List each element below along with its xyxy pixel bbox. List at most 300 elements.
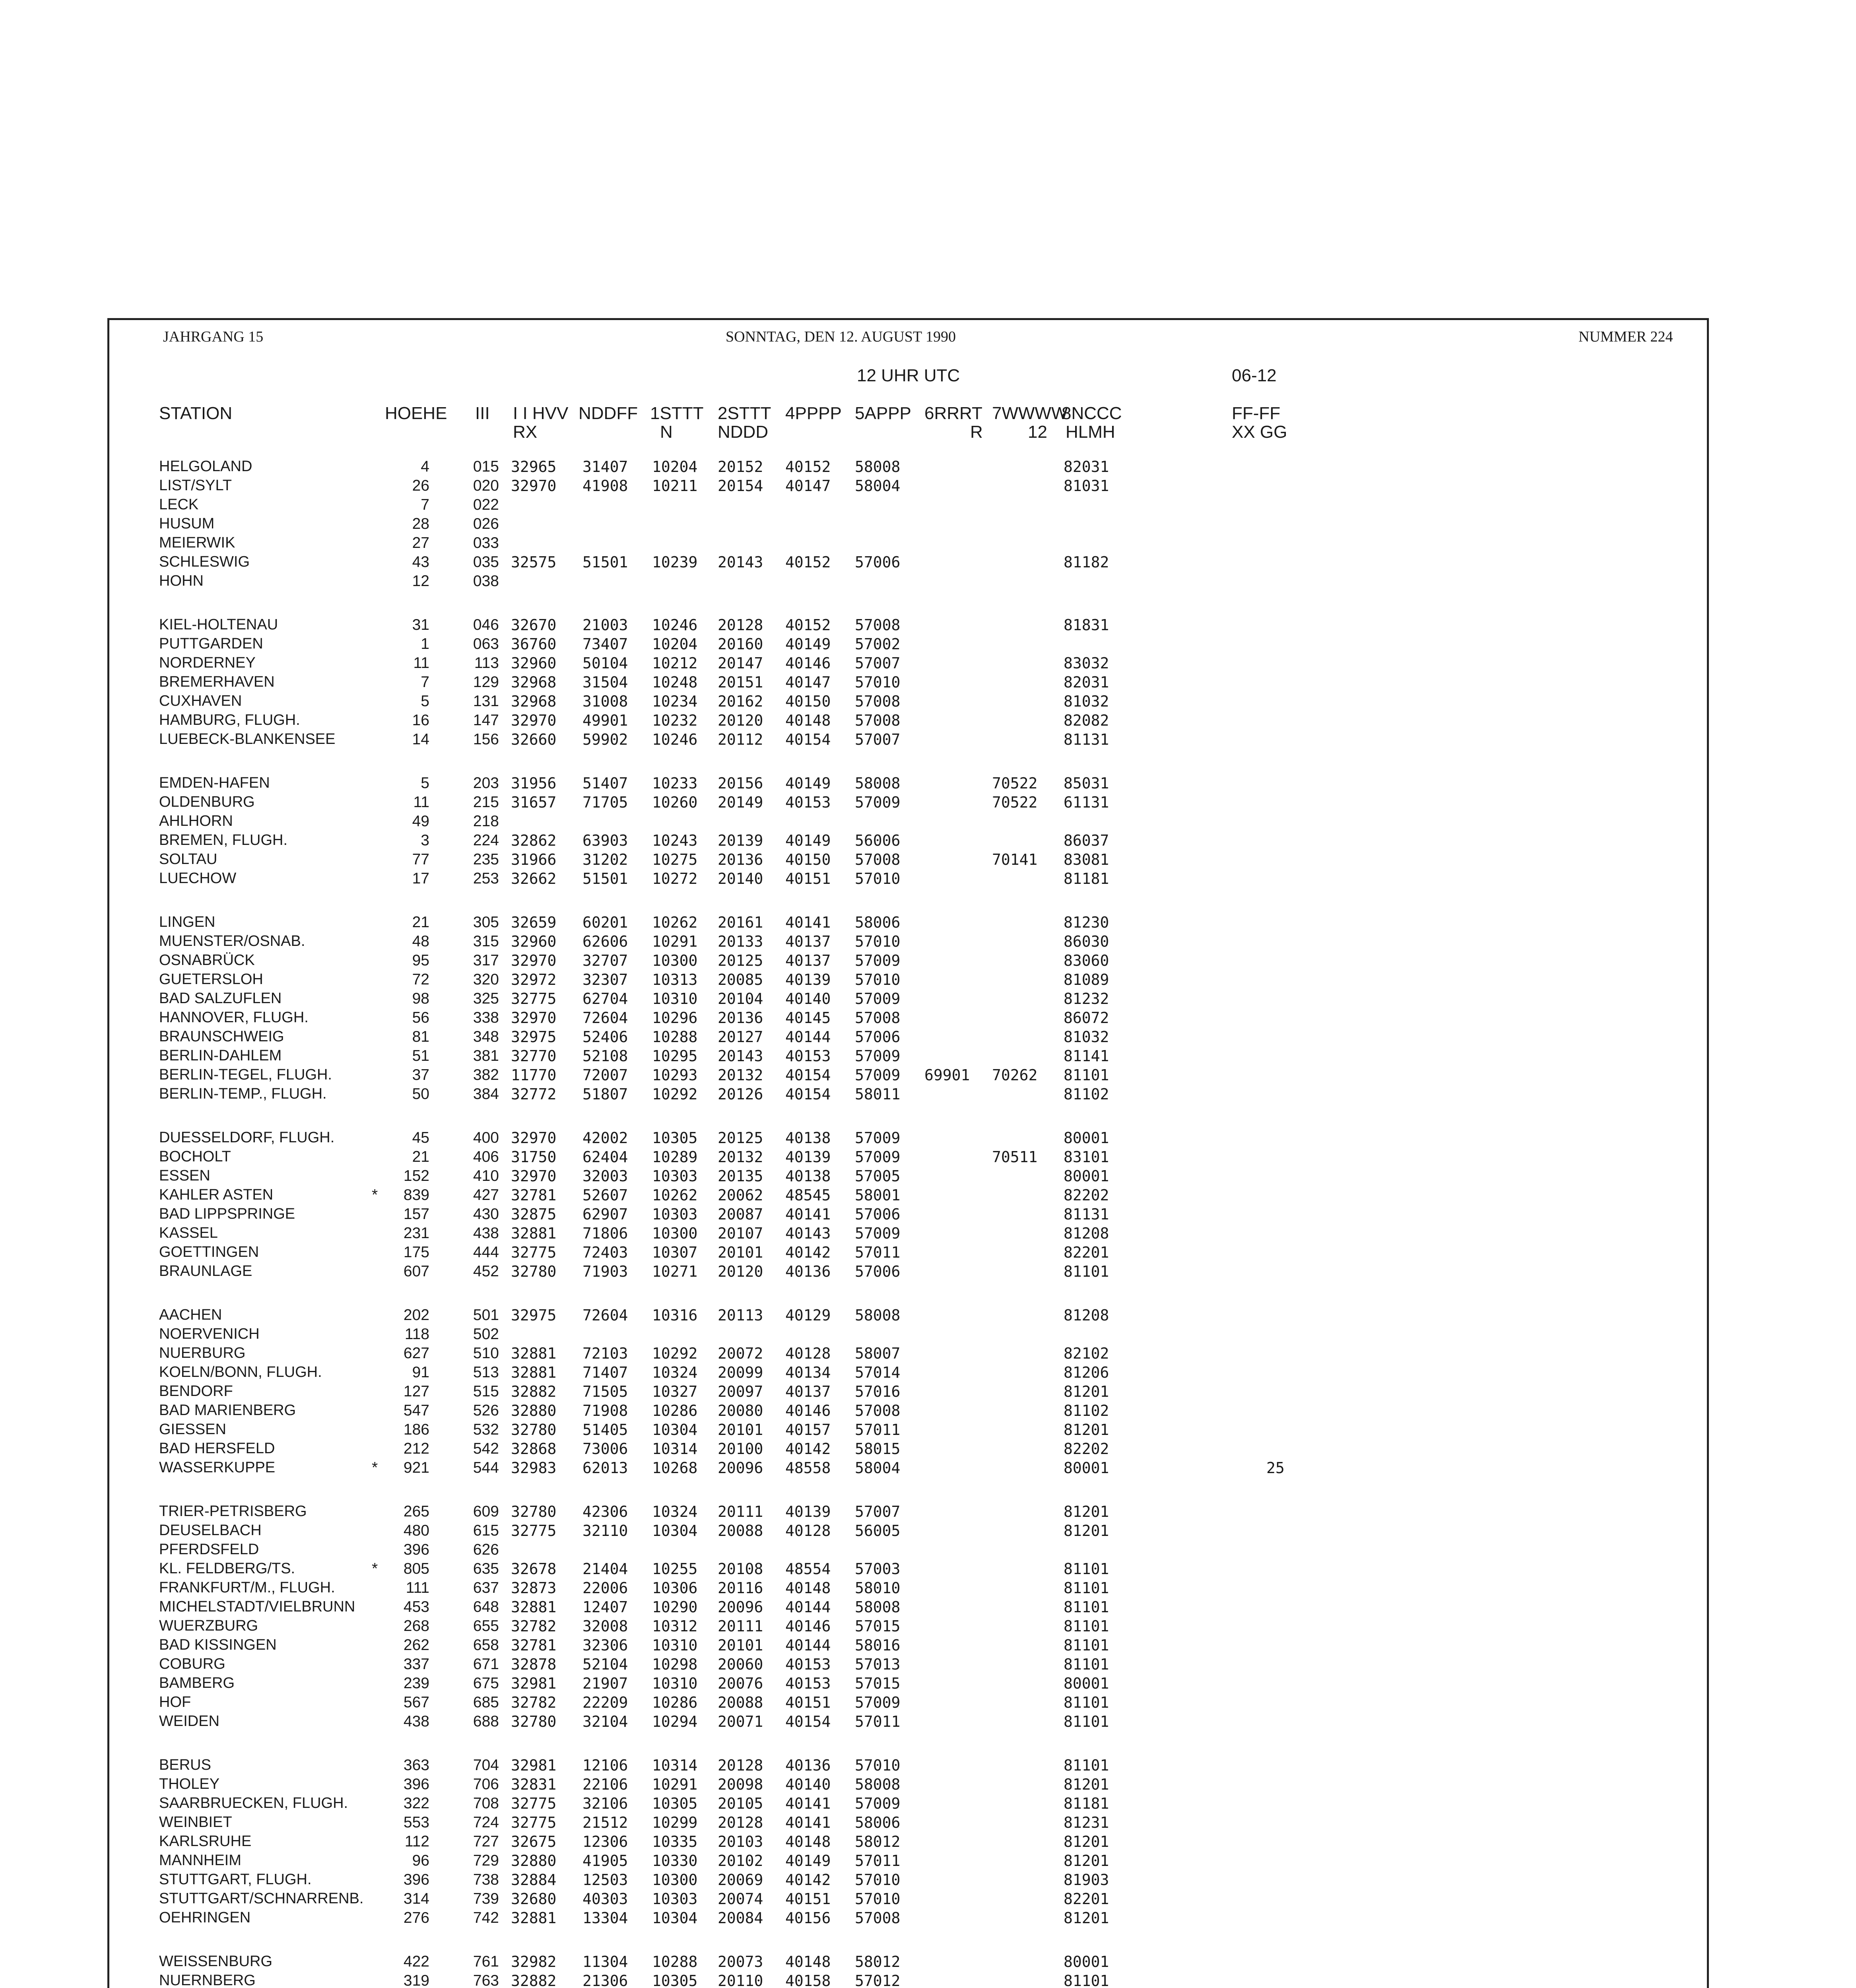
group-nddff: 71903	[582, 1263, 628, 1280]
group-irx: 32781	[511, 1186, 557, 1204]
group-nddff: 42306	[582, 1503, 628, 1520]
group-8nccc: 80001	[1064, 1675, 1109, 1692]
group-8nccc: 81101	[1064, 1598, 1109, 1616]
group-irx: 31657	[511, 794, 557, 811]
station-height: 37	[412, 1066, 429, 1083]
group-irx: 32775	[511, 1795, 557, 1812]
station-name: BERLIN-DAHLEM	[159, 1047, 282, 1064]
group-4pppp: 40128	[785, 1522, 831, 1540]
col-www: 7WWWW	[992, 404, 1068, 423]
group-1sttt: 10305	[652, 1795, 698, 1812]
group-irx: 31956	[511, 775, 557, 792]
station-height: 7	[421, 496, 429, 513]
group-4pppp: 40142	[785, 1871, 831, 1889]
station-name: HOF	[159, 1694, 191, 1710]
group-2sttt: 20088	[718, 1522, 763, 1540]
station-height: 11	[413, 654, 429, 672]
group-1sttt: 10313	[652, 971, 698, 988]
group-8nccc: 81181	[1064, 870, 1109, 887]
station-name: AHLHORN	[159, 813, 233, 829]
station-height: 98	[412, 990, 429, 1007]
group-4pppp: 40149	[785, 832, 831, 849]
group-8nccc: 81208	[1064, 1225, 1109, 1242]
station-height: 7	[421, 674, 429, 691]
group-5appp: 56005	[855, 1522, 901, 1540]
group-1sttt: 10286	[652, 1402, 698, 1419]
group-2sttt: 20156	[718, 775, 763, 792]
group-1sttt: 10303	[652, 1167, 698, 1185]
group-irx: 32780	[511, 1503, 557, 1520]
station-id: 020	[473, 477, 499, 494]
group-4pppp: 40143	[785, 1225, 831, 1242]
group-2sttt: 20062	[718, 1186, 763, 1204]
group-4pppp: 40142	[785, 1440, 831, 1458]
group-4pppp: 40151	[785, 1694, 831, 1711]
group-8nccc: 82102	[1064, 1345, 1109, 1362]
group-4pppp: 40150	[785, 693, 831, 710]
group-8nccc: 82031	[1064, 674, 1109, 691]
group-2sttt: 20102	[718, 1852, 763, 1870]
station-name: GUETERSLOH	[159, 971, 263, 988]
station-name: BREMEN, FLUGH.	[159, 832, 288, 848]
station-id: 704	[473, 1757, 499, 1774]
group-nddff: 11304	[582, 1953, 628, 1971]
group-5appp: 57011	[855, 1852, 901, 1870]
group-2sttt: 20127	[718, 1028, 763, 1046]
station-id: 706	[473, 1776, 499, 1793]
group-nddff: 32307	[582, 971, 628, 988]
group-5appp: 57009	[855, 990, 901, 1008]
group-4pppp: 40148	[785, 712, 831, 729]
station-name: STUTTGART/SCHNARRENB.	[159, 1890, 364, 1907]
group-2sttt: 20154	[718, 477, 763, 495]
group-irx: 32882	[511, 1972, 557, 1988]
station-name: WASSERKUPPE	[159, 1459, 276, 1476]
station-height: 17	[412, 870, 429, 887]
group-5appp: 57008	[855, 693, 901, 710]
station-id: 063	[473, 635, 499, 652]
group-4pppp: 48558	[785, 1459, 831, 1477]
group-8nccc: 83060	[1064, 952, 1109, 969]
station-id: 444	[473, 1244, 499, 1261]
group-5appp: 57006	[855, 1028, 901, 1046]
group-8nccc: 81181	[1064, 1795, 1109, 1812]
group-irx: 32675	[511, 1833, 557, 1850]
group-8nccc: 81206	[1064, 1364, 1109, 1381]
group-8nccc: 61131	[1064, 794, 1109, 811]
group-5appp: 57015	[855, 1675, 901, 1692]
station-name: GIESSEN	[159, 1421, 226, 1438]
group-5appp: 57008	[855, 712, 901, 729]
group-nddff: 32106	[582, 1795, 628, 1812]
group-irx: 32960	[511, 933, 557, 950]
group-4pppp: 40136	[785, 1263, 831, 1280]
station-name: MEIERWIK	[159, 534, 235, 551]
station-name: KARLSRUHE	[159, 1833, 252, 1850]
group-8nccc: 81101	[1064, 1972, 1109, 1988]
group-2sttt: 20103	[718, 1833, 763, 1850]
group-nddff: 51501	[582, 553, 628, 571]
group-8nccc: 81131	[1064, 731, 1109, 748]
station-height: 276	[403, 1909, 429, 1926]
group-1sttt: 10291	[652, 933, 698, 950]
col-stt2-sub: NDDD	[718, 422, 769, 442]
station-id: 430	[473, 1206, 499, 1223]
group-2sttt: 20139	[718, 832, 763, 849]
group-5appp: 58012	[855, 1833, 901, 1850]
group-irx: 32983	[511, 1459, 557, 1477]
group-1sttt: 10300	[652, 1225, 698, 1242]
station-name: WEINBIET	[159, 1814, 232, 1831]
station-id: 046	[473, 616, 499, 633]
group-4pppp: 40158	[785, 1972, 831, 1988]
group-8nccc: 86072	[1064, 1009, 1109, 1027]
group-8nccc: 81101	[1064, 1757, 1109, 1774]
group-4pppp: 40141	[785, 1814, 831, 1831]
group-8nccc: 86030	[1064, 933, 1109, 950]
group-2sttt: 20126	[718, 1085, 763, 1103]
station-height: 95	[412, 952, 429, 969]
station-name: KAHLER ASTEN	[159, 1186, 274, 1203]
group-8nccc: 81201	[1064, 1776, 1109, 1793]
station-height: 152	[403, 1167, 429, 1184]
station-height: 322	[403, 1795, 429, 1812]
group-8nccc: 81101	[1064, 1713, 1109, 1730]
station-id: 317	[473, 952, 499, 969]
group-4pppp: 40139	[785, 1148, 831, 1166]
group-5appp: 57007	[855, 1503, 901, 1520]
station-id: 224	[473, 832, 499, 849]
group-5appp: 58006	[855, 914, 901, 931]
station-height: 453	[403, 1598, 429, 1615]
group-irx: 32775	[511, 990, 557, 1008]
col-irx-sub: RX	[513, 422, 538, 442]
group-1sttt: 10314	[652, 1757, 698, 1774]
group-4pppp: 40148	[785, 1833, 831, 1850]
group-5appp: 58011	[855, 1085, 901, 1103]
group-4pppp: 40153	[785, 794, 831, 811]
group-4pppp: 40138	[785, 1167, 831, 1185]
station-height: 12	[412, 573, 429, 590]
group-8nccc: 86037	[1064, 832, 1109, 849]
station-name: BRAUNSCHWEIG	[159, 1028, 284, 1045]
group-2sttt: 20120	[718, 712, 763, 729]
station-name: PUTTGARDEN	[159, 635, 263, 652]
group-nddff: 62907	[582, 1206, 628, 1223]
group-2sttt: 20107	[718, 1225, 763, 1242]
group-4pppp: 40154	[785, 1085, 831, 1103]
group-8nccc: 81831	[1064, 616, 1109, 634]
group-1sttt: 10303	[652, 1890, 698, 1908]
station-id: 033	[473, 534, 499, 551]
group-8nccc: 82202	[1064, 1186, 1109, 1204]
group-5appp: 57009	[855, 1148, 901, 1166]
station-height: 438	[403, 1713, 429, 1730]
station-name: THOLEY	[159, 1776, 220, 1792]
station-height: 4	[421, 458, 429, 475]
station-name: MANNHEIM	[159, 1852, 241, 1869]
group-4pppp: 40153	[785, 1047, 831, 1065]
group-4pppp: 40148	[785, 1579, 831, 1597]
group-2sttt: 20151	[718, 674, 763, 691]
group-2sttt: 20076	[718, 1675, 763, 1692]
group-4pppp: 40153	[785, 1675, 831, 1692]
group-2sttt: 20104	[718, 990, 763, 1008]
station-height: 21	[412, 914, 429, 931]
group-4pppp: 40153	[785, 1656, 831, 1673]
group-1sttt: 10246	[652, 731, 698, 748]
mountain-marker: *	[372, 1459, 378, 1476]
col-hoehe: HOEHE	[385, 404, 447, 423]
group-2sttt: 20111	[718, 1617, 763, 1635]
station-height: 186	[403, 1421, 429, 1438]
station-name: SOLTAU	[159, 851, 217, 868]
group-5appp: 57006	[855, 553, 901, 571]
station-height: 265	[403, 1503, 429, 1520]
station-height: 127	[403, 1383, 429, 1400]
group-6rrrt: 69901	[924, 1066, 970, 1084]
group-5appp: 57009	[855, 1225, 901, 1242]
col-ff: FF-FF	[1232, 404, 1281, 423]
group-2sttt: 20071	[718, 1713, 763, 1730]
group-nddff: 50104	[582, 654, 628, 672]
group-1sttt: 10262	[652, 914, 698, 931]
group-8nccc: 80001	[1064, 1167, 1109, 1185]
group-5appp: 57008	[855, 851, 901, 868]
group-2sttt: 20135	[718, 1167, 763, 1185]
group-4pppp: 40134	[785, 1364, 831, 1381]
station-id: 739	[473, 1890, 499, 1907]
group-1sttt: 10304	[652, 1522, 698, 1540]
station-id: 235	[473, 851, 499, 868]
observation-time: 12 UHR UTC	[857, 366, 960, 385]
station-height: 175	[403, 1244, 429, 1261]
station-id: 253	[473, 870, 499, 887]
volume-label: JAHRGANG 15	[163, 328, 264, 345]
group-irx: 32882	[511, 1383, 557, 1400]
group-nddff: 12106	[582, 1757, 628, 1774]
station-id: 381	[473, 1047, 499, 1064]
group-8nccc: 81101	[1064, 1066, 1109, 1084]
station-height: 72	[412, 971, 429, 988]
group-4pppp: 40142	[785, 1244, 831, 1261]
station-name: KASSEL	[159, 1225, 218, 1241]
group-2sttt: 20128	[718, 616, 763, 634]
group-4pppp: 40141	[785, 1206, 831, 1223]
col-irx: I I HVV	[513, 404, 569, 423]
group-4pppp: 40151	[785, 1890, 831, 1908]
station-height: 51	[412, 1047, 429, 1064]
group-2sttt: 20160	[718, 635, 763, 653]
group-irx: 32881	[511, 1909, 557, 1927]
station-id: 215	[473, 794, 499, 811]
station-id: 655	[473, 1617, 499, 1635]
group-nddff: 13304	[582, 1909, 628, 1927]
group-4pppp: 40154	[785, 1713, 831, 1730]
group-irx: 32772	[511, 1085, 557, 1103]
station-id: 325	[473, 990, 499, 1007]
group-2sttt: 20060	[718, 1656, 763, 1673]
group-2sttt: 20128	[718, 1814, 763, 1831]
group-5appp: 58006	[855, 1814, 901, 1831]
station-name: HUSUM	[159, 515, 215, 532]
col-stt1: 1STTT	[650, 404, 704, 423]
group-1sttt: 10233	[652, 775, 698, 792]
station-height: 268	[403, 1617, 429, 1635]
station-name: HELGOLAND	[159, 458, 252, 475]
station-id: 382	[473, 1066, 499, 1083]
group-8nccc: 81201	[1064, 1383, 1109, 1400]
group-5appp: 58010	[855, 1579, 901, 1597]
group-4pppp: 40146	[785, 1402, 831, 1419]
station-height: 27	[412, 534, 429, 551]
group-2sttt: 20108	[718, 1560, 763, 1578]
group-5appp: 58004	[855, 1459, 901, 1477]
group-8nccc: 81031	[1064, 477, 1109, 495]
station-height: 5	[421, 775, 429, 792]
group-1sttt: 10310	[652, 1637, 698, 1654]
station-id: 615	[473, 1522, 499, 1539]
station-name: BAD HERSFELD	[159, 1440, 275, 1457]
station-name: ESSEN	[159, 1167, 210, 1184]
station-height: 49	[412, 813, 429, 830]
group-2sttt: 20088	[718, 1694, 763, 1711]
station-name: COBURG	[159, 1656, 225, 1672]
group-8nccc: 81101	[1064, 1694, 1109, 1711]
group-1sttt: 10327	[652, 1383, 698, 1400]
group-4pppp: 40156	[785, 1909, 831, 1927]
group-irx: 32831	[511, 1776, 557, 1793]
station-height: 607	[403, 1263, 429, 1280]
station-height: 31	[412, 616, 429, 633]
group-8nccc: 80001	[1064, 1953, 1109, 1971]
group-4pppp: 40152	[785, 616, 831, 634]
group-7wwww: 70141	[992, 851, 1038, 868]
group-1sttt: 10204	[652, 458, 698, 476]
group-irx: 32775	[511, 1244, 557, 1261]
group-irx: 32881	[511, 1345, 557, 1362]
group-2sttt: 20087	[718, 1206, 763, 1223]
station-id: 452	[473, 1263, 499, 1280]
group-nddff: 31008	[582, 693, 628, 710]
station-name: OLDENBURG	[159, 794, 255, 810]
group-1sttt: 10204	[652, 635, 698, 653]
group-1sttt: 10305	[652, 1972, 698, 1988]
group-1sttt: 10212	[652, 654, 698, 672]
group-1sttt: 10324	[652, 1503, 698, 1520]
station-height: 337	[403, 1656, 429, 1673]
station-name: EMDEN-HAFEN	[159, 775, 270, 791]
station-height: 14	[412, 731, 429, 748]
group-1sttt: 10330	[652, 1852, 698, 1870]
group-irx: 32875	[511, 1206, 557, 1223]
station-height: 157	[403, 1206, 429, 1223]
group-irx: 32968	[511, 674, 557, 691]
group-2sttt: 20125	[718, 952, 763, 969]
group-7wwww: 70262	[992, 1066, 1038, 1084]
group-irx: 32873	[511, 1579, 557, 1597]
group-8nccc: 83081	[1064, 851, 1109, 868]
station-height: 48	[412, 933, 429, 950]
group-4pppp: 40137	[785, 1383, 831, 1400]
group-5appp: 58007	[855, 1345, 901, 1362]
station-id: 761	[473, 1953, 499, 1970]
group-2sttt: 20136	[718, 1009, 763, 1027]
group-nddff: 42002	[582, 1129, 628, 1147]
group-nddff: 31202	[582, 851, 628, 868]
group-2sttt: 20133	[718, 933, 763, 950]
group-2sttt: 20099	[718, 1364, 763, 1381]
group-5appp: 58008	[855, 1598, 901, 1616]
station-id: 320	[473, 971, 499, 988]
group-1sttt: 10232	[652, 712, 698, 729]
group-8nccc: 81101	[1064, 1560, 1109, 1578]
group-8nccc: 81232	[1064, 990, 1109, 1008]
station-name: BERLIN-TEMP., FLUGH.	[159, 1085, 327, 1102]
group-5appp: 57014	[855, 1364, 901, 1381]
col-stt2: 2STTT	[718, 404, 771, 423]
group-nddff: 71806	[582, 1225, 628, 1242]
group-5appp: 57013	[855, 1656, 901, 1673]
group-8nccc: 81201	[1064, 1833, 1109, 1850]
station-name: OEHRINGEN	[159, 1909, 251, 1926]
group-irx: 36760	[511, 635, 557, 653]
group-2sttt: 20110	[718, 1972, 763, 1988]
group-4pppp: 40154	[785, 1066, 831, 1084]
group-2sttt: 20101	[718, 1637, 763, 1654]
page-frame	[107, 318, 1709, 1988]
group-irx: 32880	[511, 1852, 557, 1870]
group-1sttt: 10292	[652, 1085, 698, 1103]
group-4pppp: 40136	[785, 1757, 831, 1774]
group-8nccc: 81231	[1064, 1814, 1109, 1831]
group-8nccc: 81131	[1064, 1206, 1109, 1223]
station-name: HAMBURG, FLUGH.	[159, 712, 300, 728]
group-irx: 32775	[511, 1814, 557, 1831]
group-1sttt: 10316	[652, 1307, 698, 1324]
station-name: BERLIN-TEGEL, FLUGH.	[159, 1066, 332, 1083]
group-1sttt: 10314	[652, 1440, 698, 1458]
station-name: NUERBURG	[159, 1345, 246, 1361]
group-5appp: 58012	[855, 1953, 901, 1971]
station-height: 5	[421, 693, 429, 710]
group-4pppp: 40149	[785, 635, 831, 653]
group-5appp: 56006	[855, 832, 901, 849]
group-irx: 32982	[511, 1953, 557, 1971]
station-id: 763	[473, 1972, 499, 1988]
station-name: CUXHAVEN	[159, 693, 242, 709]
station-height: 239	[403, 1675, 429, 1692]
station-id: 038	[473, 573, 499, 590]
group-8nccc: 81230	[1064, 914, 1109, 931]
group-nddff: 41905	[582, 1852, 628, 1870]
station-height: 921	[403, 1459, 429, 1476]
station-id: 203	[473, 775, 499, 792]
group-1sttt: 10310	[652, 990, 698, 1008]
group-irx: 11770	[511, 1066, 557, 1084]
group-irx: 32781	[511, 1637, 557, 1654]
group-irx: 32981	[511, 1757, 557, 1774]
station-id: 708	[473, 1795, 499, 1812]
station-id: 526	[473, 1402, 499, 1419]
group-nddff: 72403	[582, 1244, 628, 1261]
date-heading: SONNTAG, DEN 12. AUGUST 1990	[726, 328, 956, 345]
station-height: 396	[403, 1776, 429, 1793]
col-www-sub: 12	[1028, 422, 1047, 442]
group-2sttt: 20105	[718, 1795, 763, 1812]
group-8nccc: 81201	[1064, 1522, 1109, 1540]
group-nddff: 22106	[582, 1776, 628, 1793]
